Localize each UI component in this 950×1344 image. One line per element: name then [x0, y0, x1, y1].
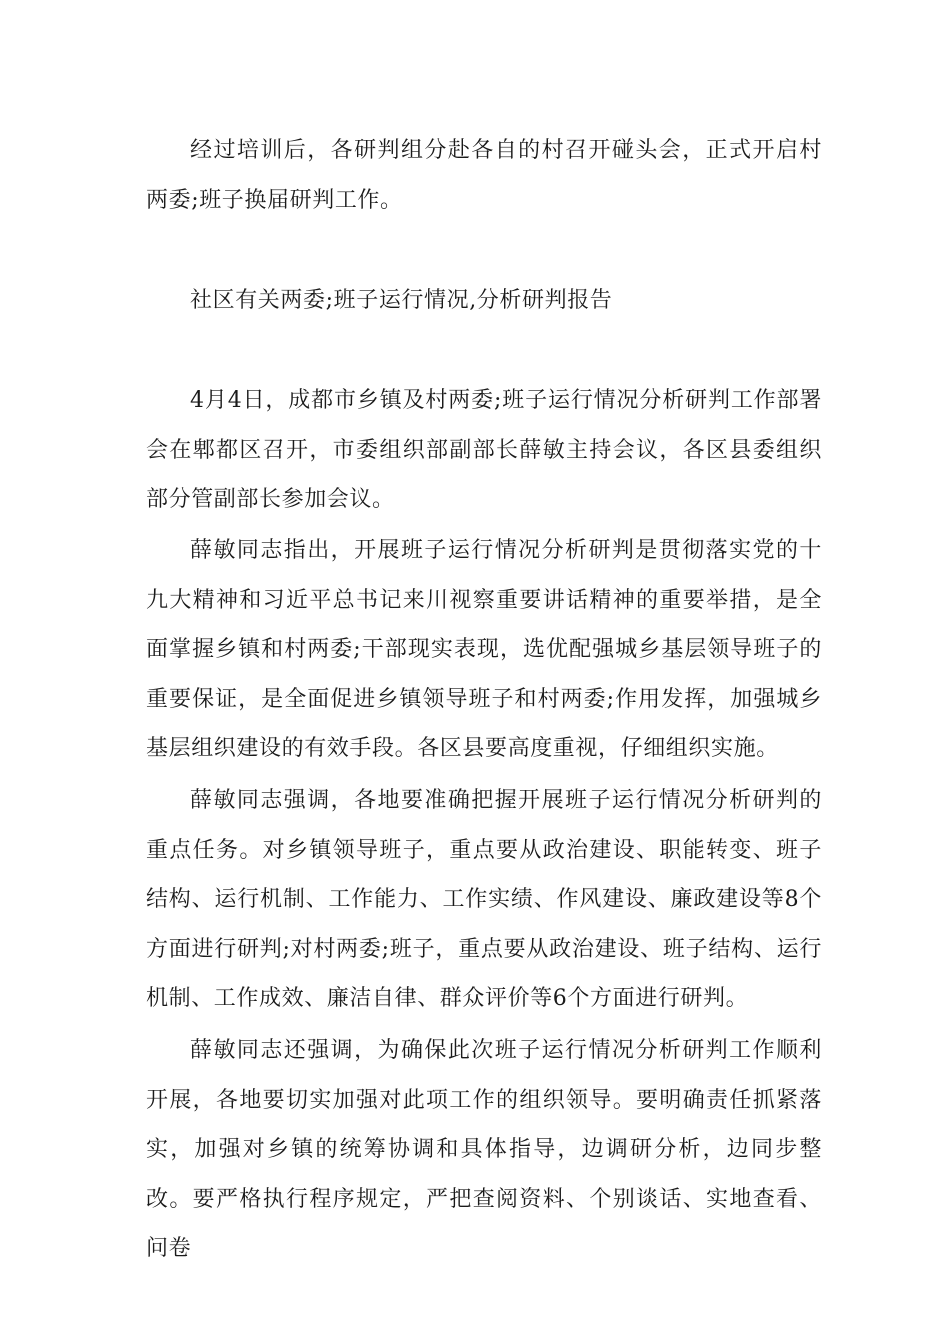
paragraph-meeting: 4月4日，成都市乡镇及村两委;班子运行情况分析研判工作部署会在郫都区召开，市委组织部副部长薛敏主持会议，各区县委组织部分管副部长参加会议。: [146, 388, 822, 512]
paragraph-training: 经过培训后，各研判组分赴各自的村召开碰头会，正式开启村两委;班子换届研判工作。: [146, 138, 822, 213]
paragraph-significance: 薛敏同志指出，开展班子运行情况分析研判是贯彻落实党的十九大精神和习近平总书记来川视察重要讲话精神的重要举措，是全面掌握乡镇和村两委;干部现实表现，选优配强城乡基层领导班子的重要保证，是全面促进乡镇领导班子和村两委;作用发挥，加强城乡基层组织建设的有效手段。各区县要高度重视，仔细组织实施。: [146, 538, 822, 761]
paragraph-key-tasks: 薛敏同志强调，各地要准确把握开展班子运行情况分析研判的重点任务。对乡镇领导班子，重点要从政治建设、职能转变、班子结构、运行机制、工作能力、工作实绩、作风建设、廉政建设等8个方面进行研判;对村两委;班子，重点要从政治建设、班子结构、运行机制、工作成效、廉洁自律、群众评价等6个方面进行研判。: [146, 788, 822, 1011]
section-heading: 社区有关两委;班子运行情况,分析研判报告: [190, 288, 613, 313]
paragraph-organization: 薛敏同志还强调，为确保此次班子运行情况分析研判工作顺利开展，各地要切实加强对此项工作的组织领导。要明确责任抓紧落实，加强对乡镇的统筹协调和具体指导，边调研分析，边同步整改。要严格执行程序规定，严把查阅资料、个别谈话、实地查看、问卷: [146, 1038, 822, 1261]
